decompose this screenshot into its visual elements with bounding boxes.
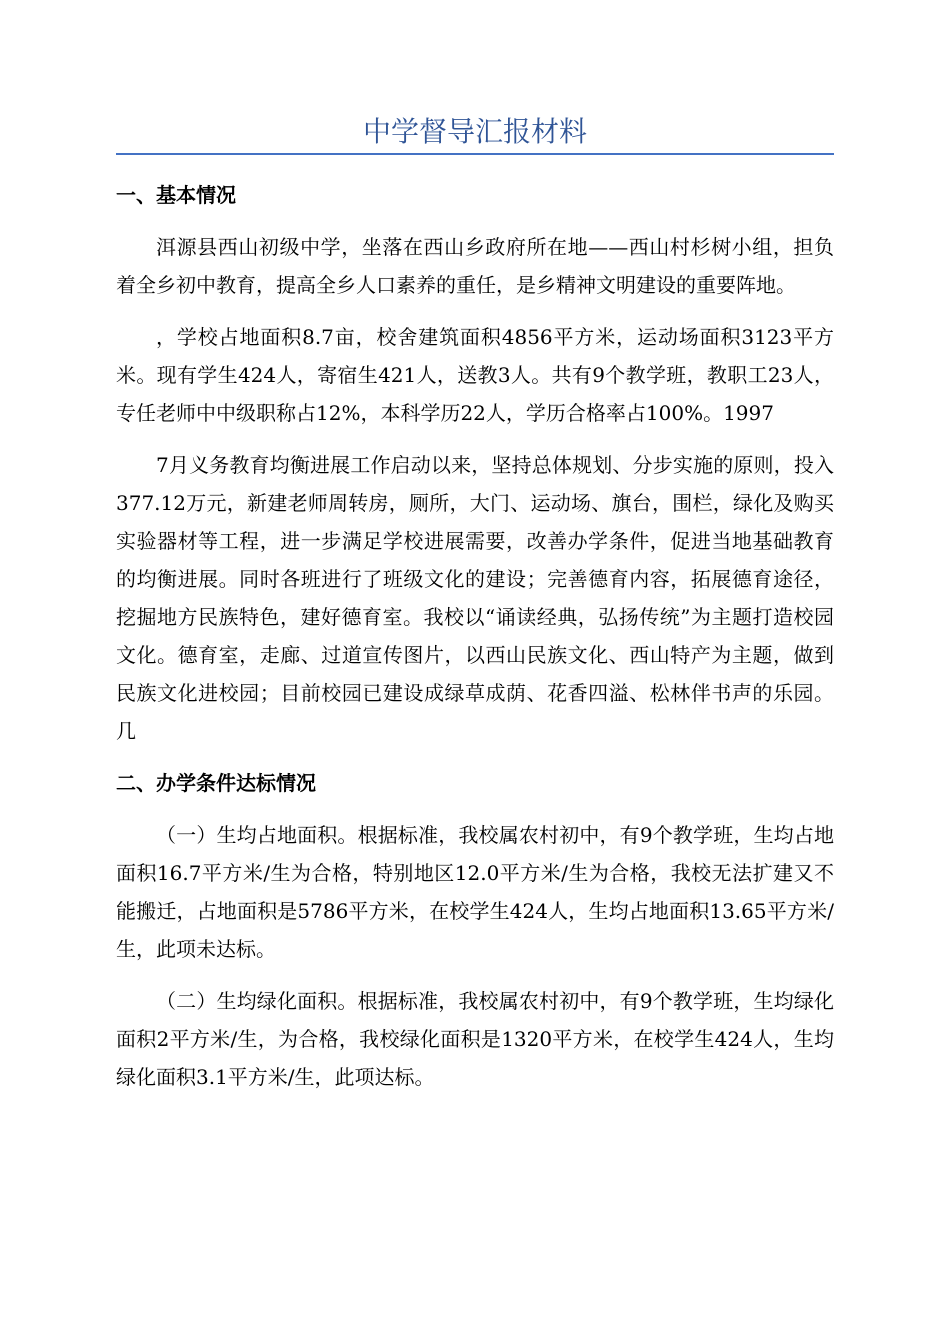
paragraph: 洱源县西山初级中学，坐落在西山乡政府所在地——西山村杉树小组，担负着全乡初中教育，提高全乡人口素养的重任，是乡精神文明建设的重要阵地。 bbox=[116, 235, 834, 297]
document-body bbox=[116, 176, 834, 1110]
paragraph: （二）生均绿化面积。根据标准，我校属农村初中，有9个教学班，生均绿化面积2平方米/生，为合格，我校绿化面积是1320平方米，在校学生424人，生均绿化面积3.1平方米/生，此项达标。 bbox=[116, 989, 834, 1089]
paragraph: 7月义务教育均衡进展工作启动以来，坚持总体规划、分步实施的原则，投入377.12万元，新建老师周转房，厕所，大门、运动场、旗台，围栏，绿化及购买实验器材等工程，进一步满足学校进展需要，改善办学条件，促进当地基础教育的均衡进展。同时各班进行了班级文化的建设；完善德育内容，拓展德育途径，挖掘地方民族特色，建好德育室。我校以“诵读经典，弘扬传统”为主题打造校园文化。德育室，走廊、过道宣传图片，以西山民族文化、西山特产为主题，做到民族文化进校园；目前校园已建设成绿草成荫、花香四溢、松林伴书声的乐园。几 bbox=[116, 453, 834, 743]
section-heading-conditions: 二、办学条件达标情况 bbox=[116, 771, 316, 795]
paragraph: ，学校占地面积8.7亩，校舍建筑面积4856平方米，运动场面积3123平方米。现有学生424人，寄宿生421人，送教3人。共有9个教学班，教职工23人，专任老师中中级职称占12%，本科学历22人，学历合格率占100%。1997 bbox=[116, 325, 834, 425]
paragraph: （一）生均占地面积。根据标准，我校属农村初中，有9个教学班，生均占地面积16.7平方米/生为合格，特别地区12.0平方米/生为合格，我校无法扩建又不能搬迁，占地面积是5786平方米，在校学生424人，生均占地面积13.65平方米/生，此项未达标。 bbox=[116, 823, 834, 961]
section-heading-basic-info: 一、基本情况 bbox=[116, 183, 236, 207]
document-title: 中学督导汇报材料 bbox=[362, 115, 587, 148]
title-underline bbox=[116, 153, 834, 155]
